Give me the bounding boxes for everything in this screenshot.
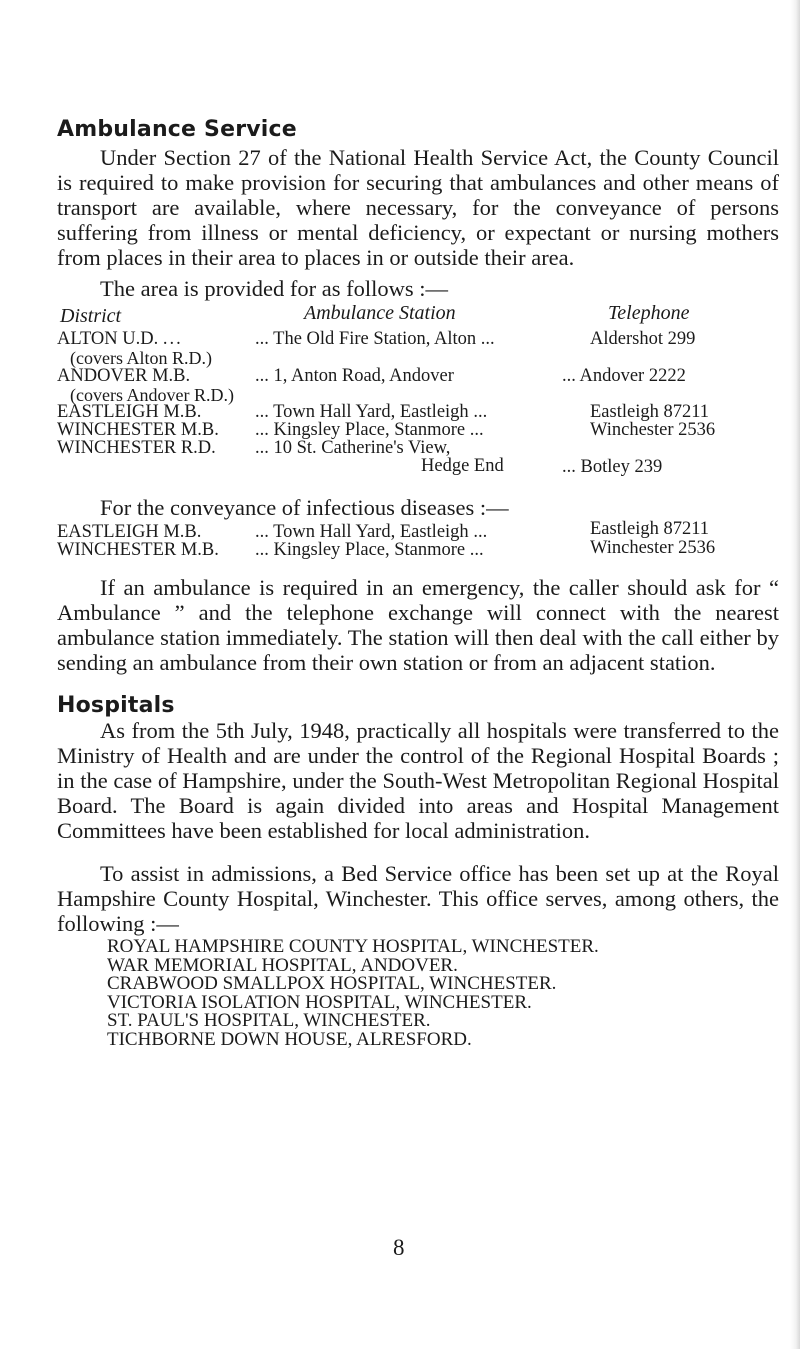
district-cell: EASTLEIGH M.B. xyxy=(57,522,202,542)
district-cell: EASTLEIGH M.B. xyxy=(57,402,202,422)
page-number: 8 xyxy=(393,1235,405,1260)
list-item: TICHBORNE DOWN HOUSE, ALRESFORD. xyxy=(107,1028,472,1050)
station-cell: ... Kingsley Place, Stanmore ... xyxy=(255,420,484,440)
station-cell: ... 10 St. Catherine's View, xyxy=(255,438,451,458)
hospitals-heading: Hospitals xyxy=(57,693,175,718)
list-item: VICTORIA ISOLATION HOSPITAL, WINCHESTER. xyxy=(107,991,532,1013)
district-note: (covers Andover R.D.) xyxy=(70,385,234,405)
hospitals-paragraph-1: As from the 5th July, 1948, practically all hospitals were transferred to the Ministry of Health and are under the control of the Regional Hospital Boards ; in the case of Hampshire, under the South-West Metropolitan Regional Hospital Board. The Board is again divided into areas and Hospital Management Committees have been established for local administration. xyxy=(57,718,779,843)
telephone-cell: Eastleigh 87211 xyxy=(590,402,710,422)
station-cell-continued: Hedge End xyxy=(421,456,504,476)
hospital-list xyxy=(107,938,599,1049)
hospitals-paragraph-2: To assist in admissions, a Bed Service office has been set up at the Royal Hampshire County Hospital, Winchester. This office serves, among others, the following :— xyxy=(57,861,779,936)
telephone-cell: Eastleigh 87211 xyxy=(590,519,710,539)
list-item: ROYAL HAMPSHIRE COUNTY HOSPITAL, WINCHESTER. xyxy=(107,936,599,957)
telephone-cell: Winchester 2536 xyxy=(590,420,716,440)
page-edge-shadow xyxy=(790,0,800,1349)
list-item: WAR MEMORIAL HOSPITAL, ANDOVER. xyxy=(107,954,458,976)
station-cell: ... Kingsley Place, Stanmore ... xyxy=(255,540,484,560)
station-cell: ... The Old Fire Station, Alton ... xyxy=(255,329,495,349)
infectious-lead: For the conveyance of infectious diseases :— xyxy=(100,495,509,520)
column-telephone: Telephone xyxy=(608,302,690,324)
district-cell: WINCHESTER R.D. xyxy=(57,438,216,458)
district-cell: WINCHESTER M.B. xyxy=(57,420,219,440)
station-cell: ... 1, Anton Road, Andover xyxy=(255,366,454,386)
list-item: CRABWOOD SMALLPOX HOSPITAL, WINCHESTER. xyxy=(107,973,557,994)
district-cell: WINCHESTER M.B. xyxy=(57,540,219,560)
provided-lead: The area is provided for as follows :— xyxy=(100,276,449,301)
district-note: (covers Alton R.D.) xyxy=(70,348,212,368)
station-cell: ... Town Hall Yard, Eastleigh ... xyxy=(255,402,488,422)
district-cell: ANDOVER M.B. xyxy=(57,366,191,386)
telephone-cell: ... Andover 2222 xyxy=(562,366,686,386)
emergency-paragraph: If an ambulance is required in an emergency, the caller should ask for “ Ambulance ” and the telephone exchange will connect with the nearest ambulance station immediately. The station will then deal with the call either by sending an ambulance from their own station or from an adjacent station. xyxy=(57,575,779,675)
district-cell: ALTON U.D. ... xyxy=(57,329,183,349)
telephone-cell: Aldershot 299 xyxy=(590,329,696,349)
list-item: ST. PAUL'S HOSPITAL, WINCHESTER. xyxy=(107,1010,431,1031)
ambulance-heading: Ambulance Service xyxy=(57,117,297,142)
ambulance-intro-paragraph: Under Section 27 of the National Health Service Act, the County Council is required to make provision for securing that ambulances and other means of transport are available, where necessary, for the conveyance of persons suffering from illness or mental deficiency, or expectant or nursing mothers from places in their area to places in or outside their area. xyxy=(57,145,779,270)
telephone-cell: ... Botley 239 xyxy=(562,457,663,477)
column-district: District xyxy=(60,305,122,327)
column-station: Ambulance Station xyxy=(304,302,456,324)
telephone-cell: Winchester 2536 xyxy=(590,538,716,558)
station-cell: ... Town Hall Yard, Eastleigh ... xyxy=(255,522,488,542)
